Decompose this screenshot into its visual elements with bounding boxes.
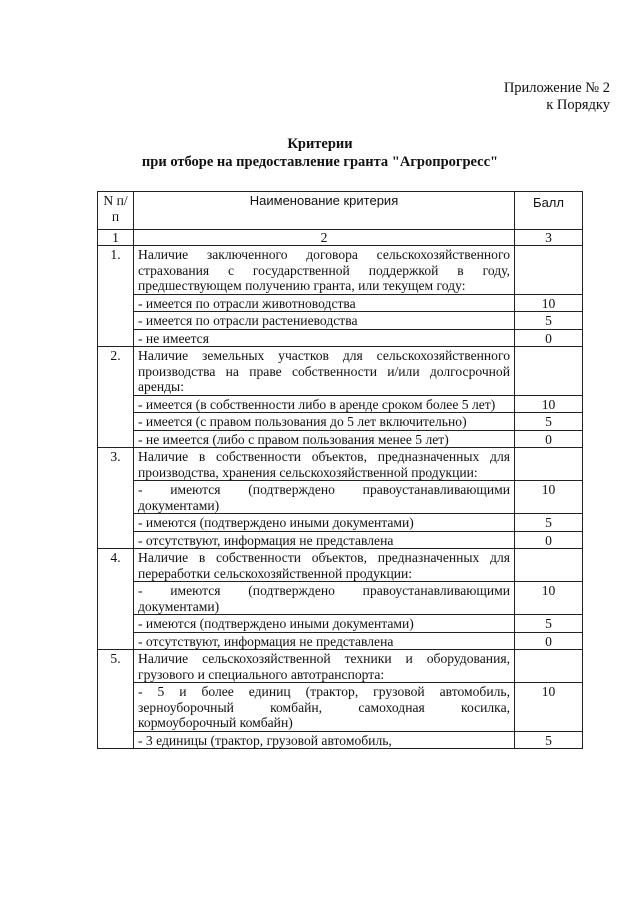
option-text: - не имеется xyxy=(134,329,515,347)
option-row xyxy=(98,615,583,633)
annex-label xyxy=(504,80,610,114)
option-score: 5 xyxy=(515,615,583,633)
criterion-name: Наличие заключенного договора сельскохозяйственного страхования с государственной поддержкой в году, предшествующем получению гранта, или текущем году: xyxy=(134,246,515,295)
option-score: 0 xyxy=(515,329,583,347)
criterion-score-empty xyxy=(515,347,583,396)
option-text: - имеется (с правом пользования до 5 лет включительно) xyxy=(134,413,515,431)
option-score: 10 xyxy=(515,395,583,413)
option-row xyxy=(98,731,583,749)
criterion-number: 3. xyxy=(98,448,134,549)
option-row xyxy=(98,395,583,413)
option-score: 10 xyxy=(515,294,583,312)
criterion-name: Наличие в собственности объектов, предназначенных для производства, хранения сельскохозяйственной продукции: xyxy=(134,448,515,481)
option-text: - имеются (подтверждено правоустанавливающими документами) xyxy=(134,582,515,615)
index-cell-3: 3 xyxy=(515,230,583,246)
criteria-table xyxy=(97,191,583,749)
option-row xyxy=(98,312,583,330)
option-score: 0 xyxy=(515,632,583,650)
option-text: - не имеется (либо с правом пользования менее 5 лет) xyxy=(134,430,515,448)
header-score: Балл xyxy=(515,192,583,230)
option-score: 10 xyxy=(515,582,583,615)
criterion-number: 2. xyxy=(98,347,134,448)
criterion-number: 1. xyxy=(98,246,134,347)
option-row xyxy=(98,481,583,514)
option-score: 5 xyxy=(515,731,583,749)
criterion-score-empty xyxy=(515,650,583,683)
option-text: - 5 и более единиц (трактор, грузовой автомобиль, зерноуборочный комбайн, самоходная косилка, кормоуборочный комбайн) xyxy=(134,683,515,732)
criterion-number: 4. xyxy=(98,549,134,650)
document-title xyxy=(0,135,640,171)
criterion-row xyxy=(98,448,583,481)
header-name: Наименование критерия xyxy=(134,192,515,230)
option-score: 10 xyxy=(515,481,583,514)
option-row xyxy=(98,294,583,312)
criterion-row xyxy=(98,549,583,582)
option-text: - отсутствуют, информация не представлена xyxy=(134,632,515,650)
criterion-name: Наличие сельскохозяйственной техники и оборудования, грузового и специального автотранспорта: xyxy=(134,650,515,683)
criterion-row xyxy=(98,650,583,683)
option-row xyxy=(98,329,583,347)
option-row xyxy=(98,430,583,448)
option-text: - имеются (подтверждено иными документами) xyxy=(134,514,515,532)
criterion-number: 5. xyxy=(98,650,134,749)
header-num: N п/п xyxy=(98,192,134,230)
criterion-score-empty xyxy=(515,549,583,582)
option-text: - имеется по отрасли растениеводства xyxy=(134,312,515,330)
annex-number: Приложение № 2 xyxy=(503,80,610,96)
option-row xyxy=(98,514,583,532)
index-cell-2: 2 xyxy=(134,230,515,246)
table-index-row xyxy=(98,230,583,246)
criterion-name: Наличие земельных участков для сельскохозяйственного производства на праве собственности и/или долгосрочной аренды: xyxy=(134,347,515,396)
criterion-score-empty xyxy=(515,246,583,295)
option-text: - имеются (подтверждено правоустанавливающими документами) xyxy=(134,481,515,514)
option-row xyxy=(98,683,583,732)
criterion-score-empty xyxy=(515,448,583,481)
option-score: 5 xyxy=(515,312,583,330)
option-score: 5 xyxy=(515,413,583,431)
option-score: 10 xyxy=(515,683,583,732)
option-text: - имеется по отрасли животноводства xyxy=(134,294,515,312)
option-score: 5 xyxy=(515,514,583,532)
option-score: 0 xyxy=(515,531,583,549)
criterion-row xyxy=(98,246,583,295)
option-text: - 3 единицы (трактор, грузовой автомобиль, xyxy=(134,731,515,749)
option-row xyxy=(98,413,583,431)
option-score: 0 xyxy=(515,430,583,448)
option-text: - отсутствуют, информация не представлена xyxy=(134,531,515,549)
option-text: - имеются (подтверждено иными документами) xyxy=(134,615,515,633)
criterion-row xyxy=(98,347,583,396)
option-row xyxy=(98,632,583,650)
option-row xyxy=(98,582,583,615)
title-line-2: при отборе на предоставление гранта "Агропрогресс" xyxy=(141,154,499,170)
annex-reference: к Порядку xyxy=(546,97,610,113)
index-cell-1: 1 xyxy=(98,230,134,246)
criterion-name: Наличие в собственности объектов, предназначенных для переработки сельскохозяйственной продукции: xyxy=(134,549,515,582)
option-row xyxy=(98,531,583,549)
option-text: - имеется (в собственности либо в аренде сроком более 5 лет) xyxy=(134,395,515,413)
table-header-row xyxy=(98,192,583,230)
title-line-1: Критерии xyxy=(287,136,353,152)
